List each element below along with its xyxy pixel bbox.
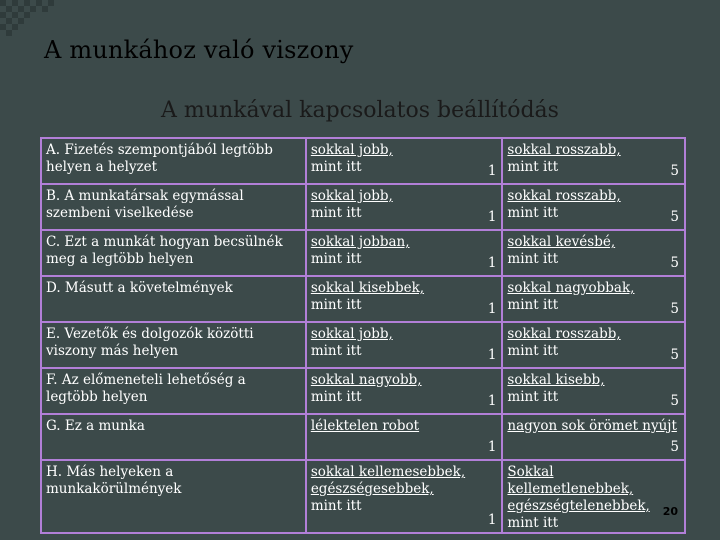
score-value: 1: [487, 347, 497, 363]
question-cell: A. Fizetés szempontjából legtöbb helyen a helyzet: [41, 138, 306, 184]
comparison-text: mint itt: [310, 498, 362, 514]
score-value: 5: [670, 209, 679, 225]
score-value: 1: [487, 209, 497, 225]
table-row: [41, 460, 685, 533]
table-row: [41, 184, 685, 230]
negative-option-cell: [502, 138, 685, 184]
negative-option-cell: [502, 276, 685, 322]
attitude-table: [40, 137, 686, 534]
comparison-text: mint itt: [507, 515, 559, 531]
negative-option-label: sokkal kevésbé,: [507, 234, 616, 250]
positive-option-label: sokkal jobb,: [310, 326, 393, 342]
comparison-text: mint itt: [507, 251, 559, 267]
positive-option-cell: [306, 230, 503, 276]
negative-option-cell: [502, 460, 685, 533]
comparison-text: mint itt: [507, 343, 559, 359]
negative-option-label: sokkal rosszabb,: [507, 326, 621, 342]
score-value: 5: [670, 255, 679, 271]
corner-checker-decoration: [0, 0, 60, 36]
negative-option-cell: [502, 322, 685, 368]
comparison-text: mint itt: [310, 343, 362, 359]
table-row: [41, 276, 685, 322]
score-value: 5: [670, 393, 679, 409]
positive-option-label: sokkal kisebbek,: [310, 280, 425, 296]
positive-option-cell: [306, 414, 503, 460]
question-cell: C. Ezt a munkát hogyan becsülnék meg a legtöbb helyen: [41, 230, 306, 276]
positive-option-label: sokkal jobban,: [310, 234, 410, 250]
score-value: 1: [487, 439, 497, 455]
comparison-text: mint itt: [507, 297, 559, 313]
question-cell: B. A munkatársak egymással szembeni viselkedése: [41, 184, 306, 230]
negative-option-cell: [502, 368, 685, 414]
table-row: [41, 414, 685, 460]
comparison-text: mint itt: [310, 205, 362, 221]
score-value: 1: [487, 512, 497, 528]
positive-option-label: sokkal kellemesebbek, egészségesebbek,: [310, 464, 466, 497]
score-value: 5: [670, 301, 679, 317]
score-value: 1: [487, 255, 497, 271]
comparison-text: mint itt: [310, 389, 362, 405]
comparison-text: mint itt: [507, 389, 559, 405]
positive-option-label: sokkal nagyobb,: [310, 372, 422, 388]
negative-option-cell: [502, 184, 685, 230]
positive-option-cell: [306, 276, 503, 322]
score-value: 5: [670, 347, 679, 363]
question-cell: G. Ez a munka: [41, 414, 306, 460]
positive-option-label: lélektelen robot: [310, 418, 420, 434]
comparison-text: mint itt: [310, 159, 362, 175]
negative-option-label: nagyon sok örömet nyújt: [507, 418, 677, 434]
question-cell: E. Vezetők és dolgozók közötti viszony más helyen: [41, 322, 306, 368]
positive-option-label: sokkal jobb,: [310, 142, 393, 158]
negative-option-label: sokkal rosszabb,: [507, 188, 621, 204]
comparison-text: mint itt: [310, 297, 362, 313]
slide-subtitle: A munkával kapcsolatos beállítódás: [161, 98, 559, 123]
table-row: [41, 368, 685, 414]
positive-option-cell: [306, 138, 503, 184]
score-value: 5: [670, 439, 679, 455]
score-value: 1: [487, 301, 497, 317]
page-number: 20: [662, 505, 678, 518]
table-row: [41, 230, 685, 276]
negative-option-label: sokkal rosszabb,: [507, 142, 621, 158]
score-value: 1: [487, 393, 497, 409]
negative-option-label: sokkal nagyobbak,: [507, 280, 635, 296]
positive-option-cell: [306, 322, 503, 368]
positive-option-label: sokkal jobb,: [310, 188, 393, 204]
positive-option-cell: [306, 460, 503, 533]
table-row: [41, 322, 685, 368]
negative-option-label: sokkal kisebb,: [507, 372, 605, 388]
negative-option-cell: [502, 230, 685, 276]
positive-option-cell: [306, 184, 503, 230]
table-row: [41, 138, 685, 184]
negative-option-label: Sokkal kellemetlenebbek, egészségtelenebbek,: [507, 464, 650, 514]
slide-title: A munkához való viszony: [44, 36, 354, 64]
negative-option-cell: [502, 414, 685, 460]
positive-option-cell: [306, 368, 503, 414]
comparison-text: mint itt: [507, 205, 559, 221]
question-cell: H. Más helyeken a munkakörülmények: [41, 460, 306, 533]
comparison-text: mint itt: [507, 159, 559, 175]
question-cell: D. Másutt a követelmények: [41, 276, 306, 322]
comparison-text: mint itt: [310, 251, 362, 267]
score-value: 5: [670, 163, 679, 179]
question-cell: F. Az előmeneteli lehetőség a legtöbb helyen: [41, 368, 306, 414]
score-value: 1: [487, 163, 497, 179]
